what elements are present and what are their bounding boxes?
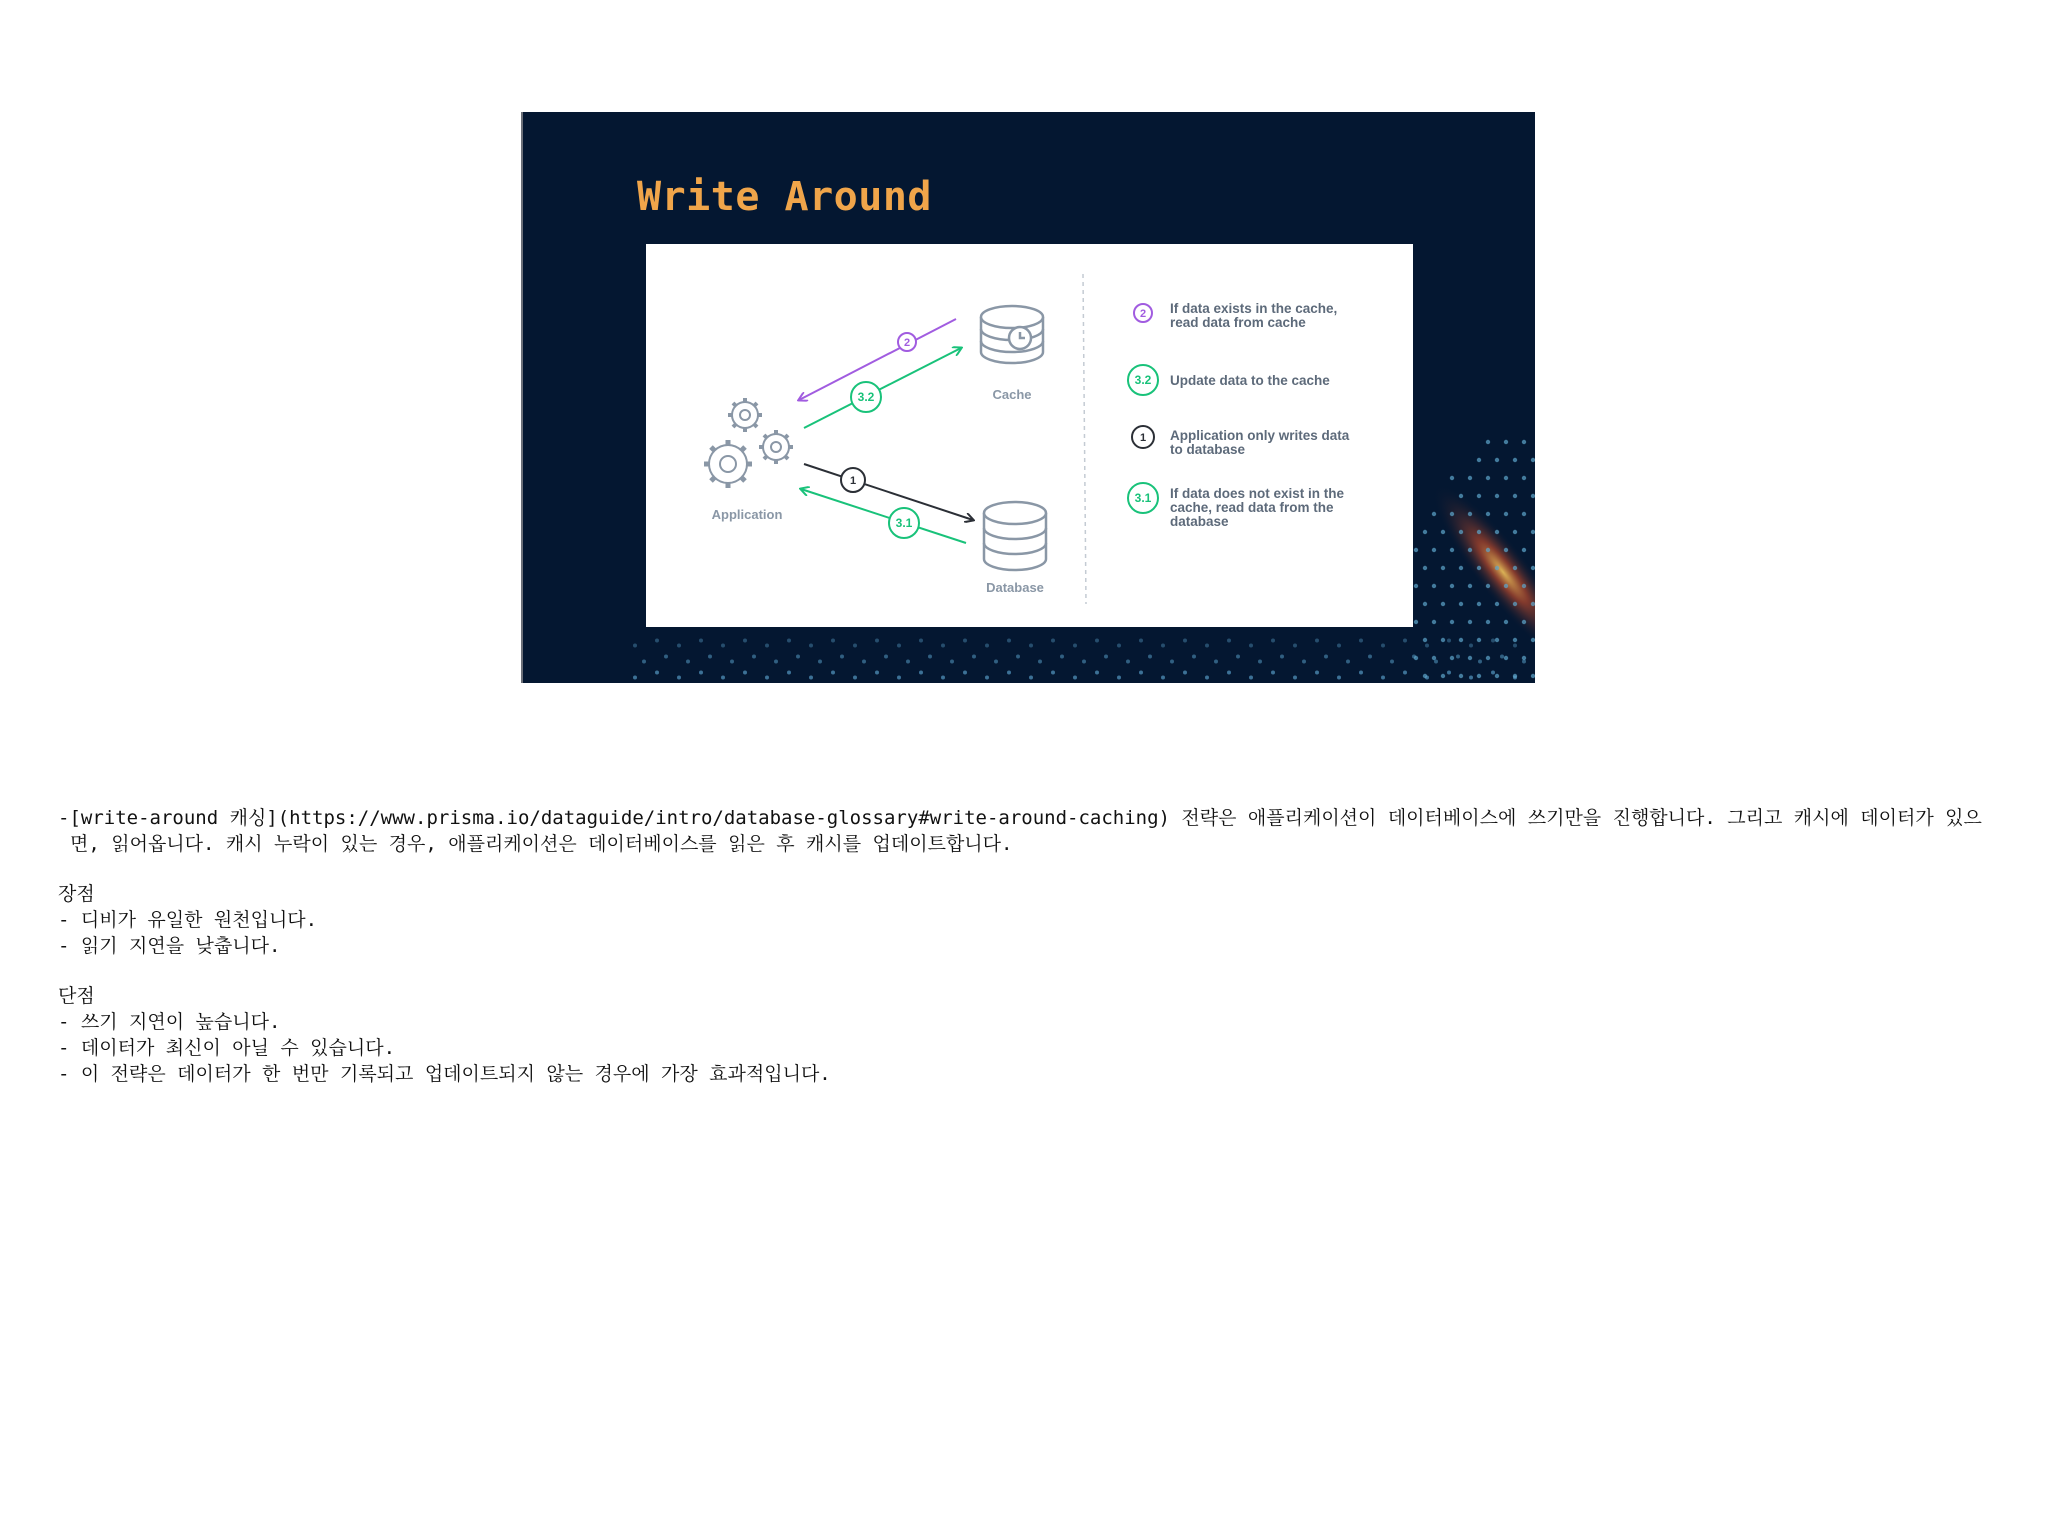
speaker-notes xyxy=(58,805,1998,1087)
badge-2 xyxy=(898,333,916,351)
svg-text:3.2: 3.2 xyxy=(1134,373,1152,387)
legend-badge-1 xyxy=(1132,426,1154,448)
svg-text:3.1: 3.1 xyxy=(1134,491,1152,505)
cons-item: - 데이터가 최신이 아닐 수 있습니다. xyxy=(58,1037,396,1059)
pros-item: - 읽기 지연을 낮춥니다. xyxy=(58,935,281,957)
dashed-divider xyxy=(1083,274,1086,604)
legend-badge-3-1 xyxy=(1128,483,1158,513)
legend-badge-3-2 xyxy=(1128,365,1158,395)
application-label: Application xyxy=(711,507,783,522)
database-icon xyxy=(984,502,1046,570)
legend-text-1: Application only writes data to database xyxy=(1170,428,1350,457)
legend-text-3-2: Update data to the cache xyxy=(1170,373,1330,388)
arrow-1-write-database xyxy=(804,464,973,520)
write-around-diagram xyxy=(646,244,1413,627)
arrow-3-2-update-cache xyxy=(804,348,961,428)
pros-heading: 장점 xyxy=(58,883,95,905)
gears-icon xyxy=(704,398,793,488)
cons-item: - 쓰기 지연이 높습니다. xyxy=(58,1011,281,1033)
slide xyxy=(521,112,1535,683)
badge-3-1 xyxy=(889,508,919,538)
notes-intro: -[write-around 캐싱](https://www.prisma.io/dataguide/intro/database-glossary#write-around-caching) 전략은 애플리케이션이 데이터베이스에 쓰기만을 진행합니다. 그리고 캐시에 데이터가 있으면, 읽어옵니다. 캐시 누락이 있는 경우, 애플리케이션은 데이터베이스를 읽은 후 캐시를 업데이트합니다. xyxy=(58,807,1982,855)
legend-badge-2 xyxy=(1134,304,1152,322)
slide-title: Write Around xyxy=(637,174,932,220)
cons-item: - 이 전략은 데이터가 한 번만 기록되고 업데이트되지 않는 경우에 가장 효과적입니다. xyxy=(58,1063,831,1085)
cons-heading: 단점 xyxy=(58,985,95,1007)
cache-label: Cache xyxy=(992,387,1032,402)
svg-text:1: 1 xyxy=(849,475,857,487)
badge-3-2 xyxy=(851,382,881,412)
database-label: Database xyxy=(986,580,1044,595)
legend-text-2: If data exists in the cache, read data from cache xyxy=(1170,301,1338,330)
badge-1 xyxy=(841,468,865,492)
arrow-3-1-read-database xyxy=(801,489,966,543)
cache-icon xyxy=(981,306,1043,363)
svg-text:2: 2 xyxy=(1139,308,1147,320)
svg-text:1: 1 xyxy=(1139,432,1147,444)
pros-item: - 디비가 유일한 원천입니다. xyxy=(58,909,318,931)
svg-text:3.2: 3.2 xyxy=(857,390,875,404)
svg-text:3.1: 3.1 xyxy=(895,516,913,530)
legend-text-3-1: If data does not exist in the cache, read data from the database xyxy=(1170,486,1345,529)
svg-text:2: 2 xyxy=(903,337,911,349)
